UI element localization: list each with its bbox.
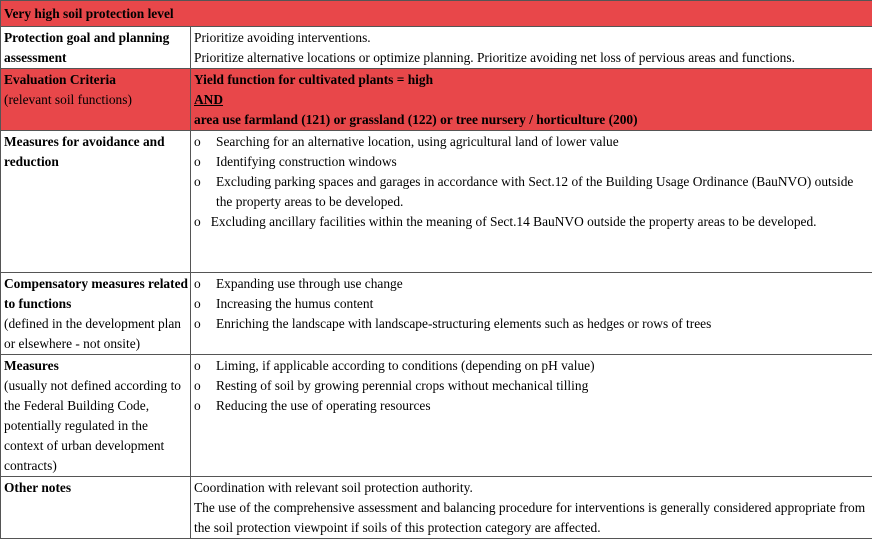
bullet-icon: o	[194, 356, 201, 376]
protection-goal-label: Protection goal and planning assessment	[1, 27, 191, 69]
list-item: o Liming, if applicable according to conditions (depending on pH value)	[194, 356, 870, 376]
row-evaluation-criteria	[1, 69, 872, 131]
evaluation-sublabel: (relevant soil functions)	[4, 90, 188, 110]
bullet-icon: o	[194, 214, 201, 229]
evaluation-and: AND	[194, 90, 870, 110]
list-item: o Identifying construction windows	[194, 152, 870, 172]
compensatory-content	[191, 273, 872, 355]
bullet-icon: o	[194, 132, 201, 152]
bullet-icon: o	[194, 274, 201, 294]
evaluation-line-3: area use farmland (121) or grassland (122) or tree nursery / horticulture (200)	[194, 110, 870, 130]
evaluation-line-1: Yield function for cultivated plants = high	[194, 70, 870, 90]
list-item: o Enriching the landscape with landscape-structuring elements such as hedges or rows of trees	[194, 314, 870, 334]
compensatory-sublabel: (defined in the development plan or elsewhere - not onsite)	[4, 314, 188, 354]
row-measures	[1, 355, 872, 477]
row-compensatory	[1, 273, 872, 355]
measures-content	[191, 355, 872, 477]
other-notes-line: Coordination with relevant soil protection authority.	[194, 478, 870, 498]
avoidance-label: Measures for avoidance and reduction	[1, 131, 191, 273]
other-notes-line: The use of the comprehensive assessment and balancing procedure for interventions is generally considered appropriate from the soil protection viewpoint if soils of this protection category are affected.	[194, 498, 870, 538]
title-row	[1, 1, 872, 27]
bullet-icon: o	[194, 172, 201, 192]
list-item: o Increasing the humus content	[194, 294, 870, 314]
compensatory-label-cell	[1, 273, 191, 355]
protection-goal-content	[191, 27, 872, 69]
protection-goal-line: Prioritize alternative locations or optimize planning. Prioritize avoiding net loss of pervious areas and functions.	[194, 48, 870, 68]
bullet-icon: o	[194, 396, 201, 416]
list-item: o Expanding use through use change	[194, 274, 870, 294]
measures-label-cell	[1, 355, 191, 477]
list-item: o Excluding ancillary facilities within the meaning of Sect.14 BauNVO outside the property areas to be developed.	[194, 212, 870, 232]
other-notes-label: Other notes	[1, 477, 191, 539]
list-item: o Excluding parking spaces and garages in accordance with Sect.12 of the Building Usage Ordinance (BauNVO) outside the property areas to be developed.	[194, 172, 870, 212]
other-notes-content	[191, 477, 872, 539]
compensatory-label: Compensatory measures related to functions	[4, 274, 188, 314]
table-title: Very high soil protection level	[1, 1, 872, 27]
avoidance-content	[191, 131, 872, 273]
row-avoidance	[1, 131, 872, 273]
bullet-icon: o	[194, 294, 201, 314]
row-protection-goal	[1, 27, 872, 69]
evaluation-label-cell	[1, 69, 191, 131]
measures-label: Measures	[4, 356, 188, 376]
measures-sublabel: (usually not defined according to the Federal Building Code, potentially regulated in the context of urban development contracts)	[4, 376, 188, 476]
list-item: o Searching for an alternative location, using agricultural land of lower value	[194, 132, 870, 152]
list-item: o Resting of soil by growing perennial crops without mechanical tilling	[194, 376, 870, 396]
bullet-icon: o	[194, 152, 201, 172]
evaluation-label: Evaluation Criteria	[4, 70, 188, 90]
bullet-icon: o	[194, 376, 201, 396]
evaluation-content	[191, 69, 872, 131]
list-item: o Reducing the use of operating resources	[194, 396, 870, 416]
bullet-icon: o	[194, 314, 201, 334]
protection-goal-line: Prioritize avoiding interventions.	[194, 28, 870, 48]
row-other-notes	[1, 477, 872, 539]
